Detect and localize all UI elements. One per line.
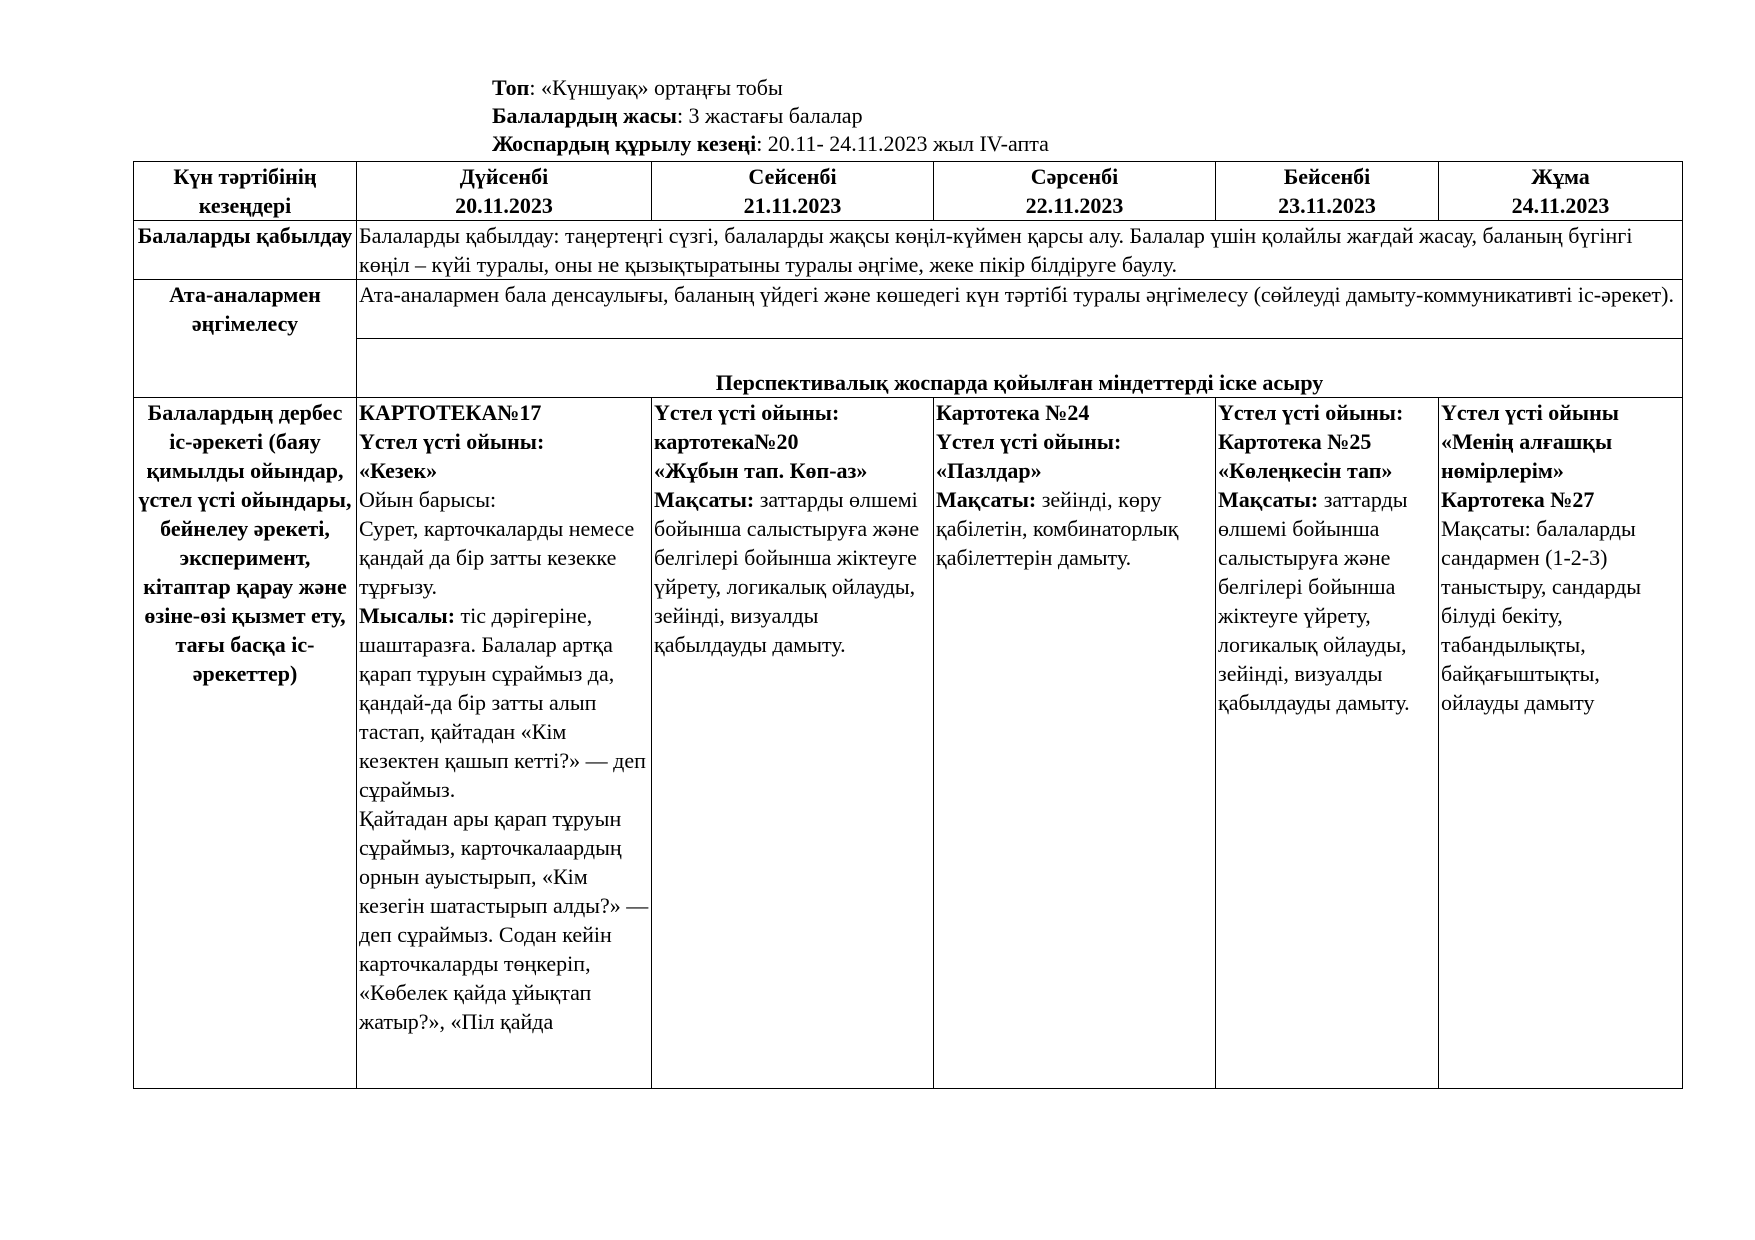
perspective-heading: Перспективалық жоспарда қойылған міндеттерді іске асыру — [357, 339, 1683, 398]
period-line — [492, 130, 1049, 158]
activity-tuesday: Үстел үсті ойыны: картотека№20 «Жұбын тап. Көп-аз» Мақсаты: заттарды өлшемі бойынша салыстыруға және белгілері бойынша жіктеуге үйрету, логикалық ойлауды, зейінді, визуалды қабылдауды дамыту. — [652, 398, 934, 1089]
group-value: : «Күншуақ» ортаңғы тобы — [529, 75, 783, 100]
period-label: Жоспардың құрылу кезеңі — [492, 131, 757, 156]
day-header-monday: Дүйсенбі 20.11.2023 — [357, 162, 652, 221]
day-header-wednesday: Сәрсенбі 22.11.2023 — [934, 162, 1216, 221]
age-value: : 3 жастағы балалар — [676, 103, 863, 128]
activity-thursday: Үстел үсті ойыны: Картотека №25 «Көлеңкесін тап» Мақсаты: заттарды өлшемі бойынша салыстыруға және белгілері бойынша жіктеуге үйрету, логикалық ойлауды, зейінді, визуалды қабылдауды дамыту. — [1216, 398, 1439, 1089]
day-header-friday: Жұма 24.11.2023 — [1439, 162, 1683, 221]
stage-reception: Балаларды қабылдау — [134, 221, 357, 280]
activity-monday: КАРТОТЕКА№17 Үстел үсті ойыны: «Кезек» Ойын барысы: Сурет, карточкаларды немесе қандай да бір затты кезекке тұрғызу. Мысалы: тіс дәрігеріне, шаштаразға. Балалар артқа қарап тұруын сұраймыз да, қандай-да бір затты алып тастап, қайтадан «Кім кезектен қашып кетті?» — деп сұраймыз. Қайтадан ары қарап тұруын сұраймыз, карточкалаардың орнын ауыстырып, «Кім кезегін шатастырып алды?» — деп сұраймыз. Содан кейін карточкаларды төңкеріп, «Көбелек қайда ұйықтап жатыр?», «Піл қайда — [357, 398, 652, 1089]
day-header-tuesday: Сейсенбі 21.11.2023 — [652, 162, 934, 221]
table-row — [134, 221, 1683, 280]
parents-text: Ата-аналармен бала денсаулығы, баланың үйдегі және көшедегі күн тәртібі туралы әңгімелесу (сөйлеуді дамыту-коммуникативті іс-әрекет). — [357, 280, 1683, 339]
activity-wednesday: Картотека №24 Үстел үсті ойыны: «Пазлдар» Мақсаты: зейінді, көру қабілетін, комбинаторлық қабілеттерін дамыту. — [934, 398, 1216, 1089]
group-label: Топ — [492, 75, 530, 100]
age-line — [492, 102, 1049, 130]
age-label: Балалардың жасы — [492, 103, 677, 128]
table-row — [134, 280, 1683, 339]
stage-activity: Балалардың дербес іс-әрекеті (баяу қимылды ойындар, үстел үсті ойындары, бейнелеу әрекеті, эксперимент, кітаптар қарау және өзіне-өзі қызмет ету, тағы басқа іс-әрекеттер) — [134, 398, 357, 1089]
group-line — [492, 74, 1049, 102]
table-row — [134, 339, 1683, 398]
document-header — [492, 74, 1049, 158]
activity-friday: Үстел үсті ойыны «Менің алғашқы нөмірлерім» Картотека №27 Мақсаты: балаларды сандармен (1-2-3) таныстыру, сандарды білуді бекіту, табандылықты, байқағыштықты, ойлауды дамыту — [1439, 398, 1683, 1089]
table-header-row — [134, 162, 1683, 221]
table-row — [134, 398, 1683, 1089]
weekly-plan-table — [133, 161, 1683, 1089]
reception-text: Балаларды қабылдау: таңертеңгі сүзгі, балаларды жақсы көңіл-күймен қарсы алу. Балалар үшін қолайлы жағдай жасау, баланың бүгінгі көңіл – күйі туралы, оны не қызықтыратыны туралы әңгіме, жеке пікір білдіруге баулу. — [357, 221, 1683, 280]
stage-parents: Ата-аналармен әңгімелесу — [134, 280, 357, 398]
stage-column-header: Күн тәртібінің кезеңдері — [134, 162, 357, 221]
day-header-thursday: Бейсенбі 23.11.2023 — [1216, 162, 1439, 221]
period-value: : 20.11- 24.11.2023 жыл IV-апта — [756, 131, 1049, 156]
